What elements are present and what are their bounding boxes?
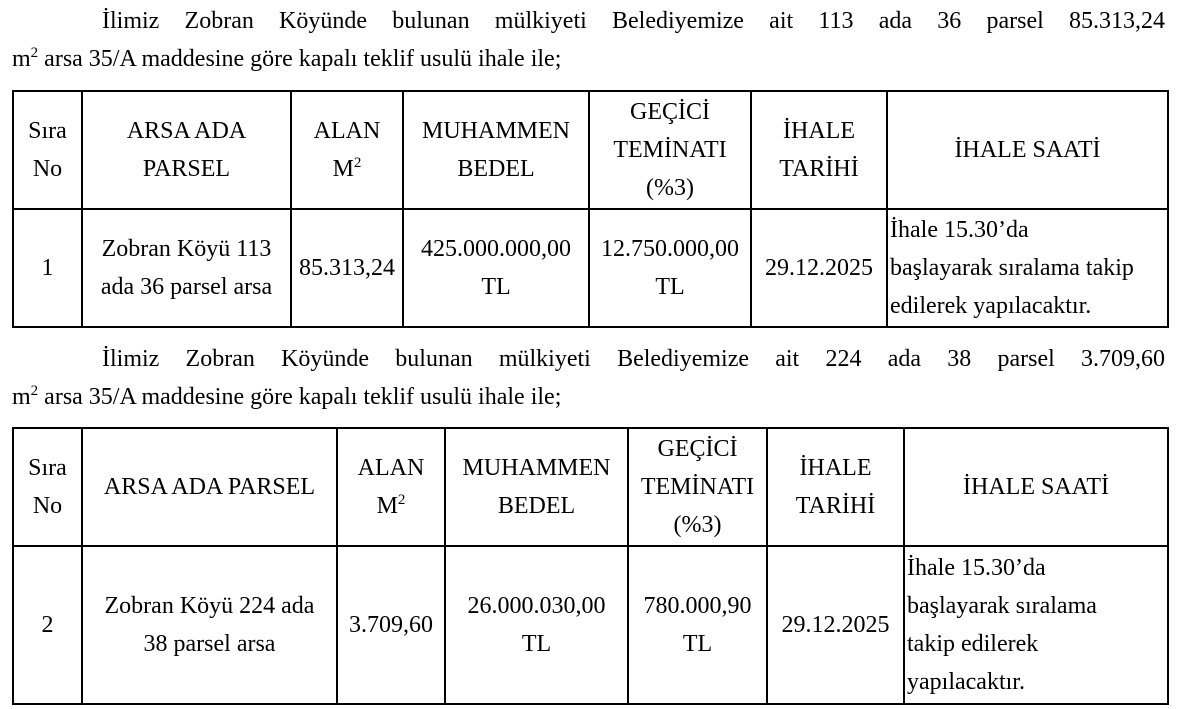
header-ihale-saati: İHALE SAATİ [887, 91, 1168, 209]
header-alan: ALAN $M^2$ [337, 428, 445, 546]
cell-ihale-saati: İhale 15.30’da başlayarak sıralama takip edilerek yapılacaktır. [904, 546, 1168, 704]
cell-ihale-saati: İhale 15.30’da başlayarak sıralama takip edilerek yapılacaktır. [887, 209, 1168, 327]
area-unit: m [12, 46, 31, 72]
header-muhammen-bedel: MUHAMMEN BEDEL [445, 428, 628, 546]
notice-1-intro-line1: İlimiz Zobran Köyünde bulunan mülkiyeti Belediyemize ait 113 ada 36 parsel 85.313,24 [102, 8, 1165, 34]
header-sira-no: Sıra No [13, 428, 82, 546]
notice-1-intro [12, 2, 1165, 78]
header-alan: ALAN $M^2$ [291, 91, 403, 209]
notice-2-intro-line2 [12, 378, 1165, 416]
area-unit: m [12, 384, 31, 410]
cell-muhammen-bedel: 26.000.030,00 TL [445, 546, 628, 704]
cell-muhammen-bedel: 425.000.000,00 TL [403, 209, 589, 327]
notice-1-intro-rest: arsa 35/A maddesine göre kapalı teklif usulü ihale ile; [38, 46, 562, 72]
cell-arsa-ada-parsel: Zobran Köyü 113 ada 36 parsel arsa [82, 209, 291, 327]
table-header-row [13, 428, 1168, 546]
notice-2-intro-rest: arsa 35/A maddesine göre kapalı teklif usulü ihale ile; [38, 384, 562, 410]
header-muhammen-bedel: MUHAMMEN BEDEL [403, 91, 589, 209]
tender-table-2 [12, 427, 1169, 705]
header-gecici-teminati: GEÇİCİ TEMİNATI (%3) [628, 428, 767, 546]
header-ihale-saati: İHALE SAATİ [904, 428, 1168, 546]
notice-1-intro-line2 [12, 40, 1165, 78]
notice-2-intro [12, 340, 1165, 416]
cell-gecici-teminat: 780.000,90 TL [628, 546, 767, 704]
header-arsa-ada-parsel: ARSA ADA PARSEL [82, 91, 291, 209]
cell-sira-no: 1 [13, 209, 82, 327]
cell-gecici-teminat: 12.750.000,00 TL [589, 209, 751, 327]
cell-arsa-ada-parsel: Zobran Köyü 224 ada 38 parsel arsa [82, 546, 337, 704]
notice-2-intro-line1: İlimiz Zobran Köyünde bulunan mülkiyeti Belediyemize ait 224 ada 38 parsel 3.709,60 [102, 346, 1165, 372]
header-arsa-ada-parsel: ARSA ADA PARSEL [82, 428, 337, 546]
area-unit-exponent: 2 [30, 383, 39, 399]
cell-alan: 3.709,60 [337, 546, 445, 704]
tender-table-1 [12, 90, 1169, 328]
header-gecici-teminati: GEÇİCİ TEMİNATI (%3) [589, 91, 751, 209]
area-unit-exponent: 2 [30, 45, 39, 61]
table-header-row [13, 91, 1168, 209]
header-ihale-tarihi: İHALE TARİHİ [751, 91, 887, 209]
table-row [13, 209, 1168, 327]
table-row [13, 546, 1168, 704]
cell-alan: 85.313,24 [291, 209, 403, 327]
cell-ihale-tarihi: 29.12.2025 [751, 209, 887, 327]
header-ihale-tarihi: İHALE TARİHİ [767, 428, 904, 546]
header-sira-no: Sıra No [13, 91, 82, 209]
cell-sira-no: 2 [13, 546, 82, 704]
cell-ihale-tarihi: 29.12.2025 [767, 546, 904, 704]
